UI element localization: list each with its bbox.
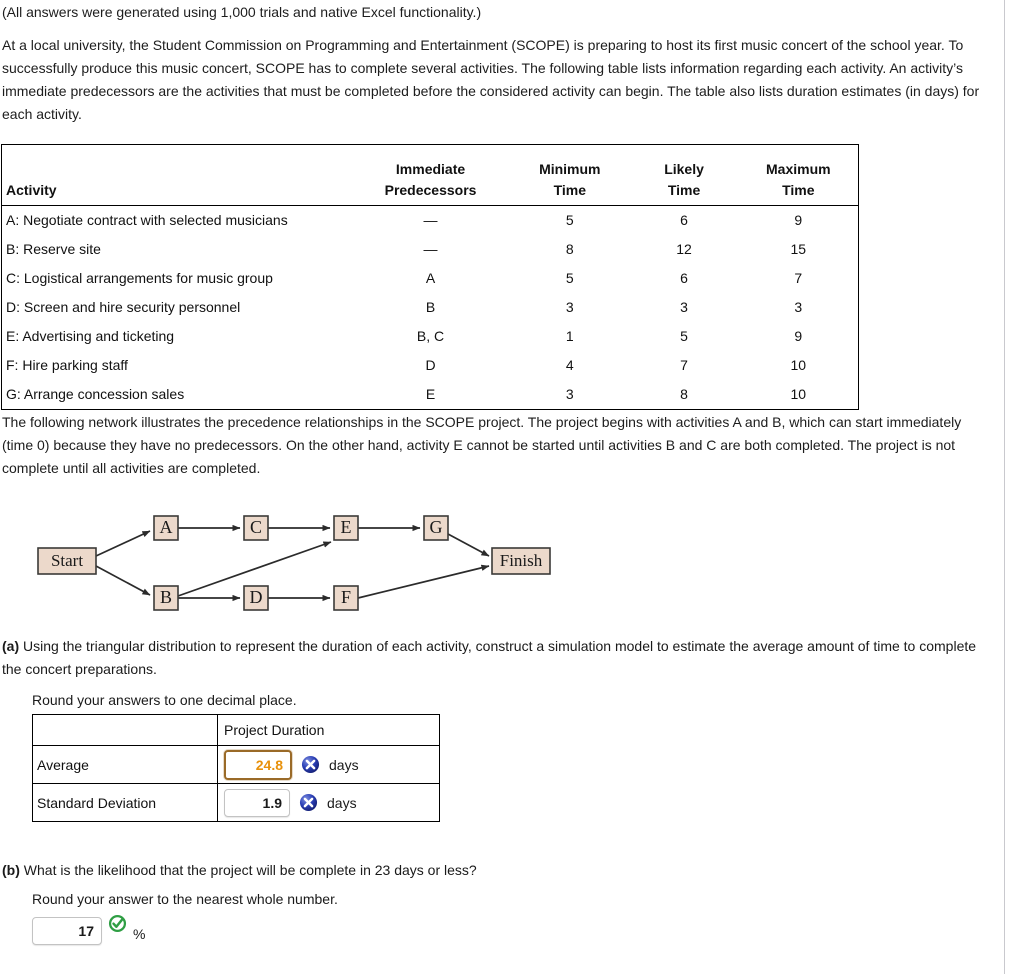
column-header-predecessors-line2: Predecessors: [384, 182, 477, 198]
answer-table-header-row: [33, 715, 440, 746]
node-start-label: Start: [50, 550, 84, 570]
cell-activity: A: Negotiate contract with selected musicians: [6, 212, 288, 228]
part-a-question: [2, 635, 994, 681]
column-header-activity: [2, 145, 351, 206]
activity-table-head: [2, 145, 859, 206]
content-column-rule: [1004, 0, 1005, 974]
part-a-label: (a): [2, 638, 20, 654]
cell-maximum: 10: [790, 386, 807, 402]
node-start: [38, 548, 96, 574]
column-header-minimum-line1: Minimum: [539, 161, 601, 177]
edge-f-finish: [358, 566, 489, 598]
cell-activity: B: Reserve site: [6, 241, 101, 257]
answer-row-unit-standard-deviation: days: [327, 794, 357, 811]
node-b-label: B: [159, 587, 173, 608]
node-g: [424, 516, 448, 540]
average-input[interactable]: [224, 750, 292, 780]
edge-g-finish: [448, 534, 489, 556]
cell-maximum: 9: [794, 212, 803, 228]
cell-minimum: 4: [565, 357, 574, 373]
cell-maximum: 10: [790, 357, 807, 373]
column-header-maximum-line2: Time: [782, 182, 815, 198]
column-header-minimum-time: [510, 145, 629, 206]
cell-activity: G: Arrange concession sales: [6, 386, 185, 402]
part-b-question: [2, 859, 994, 882]
part-b-unit: %: [133, 926, 146, 942]
column-header-likely-line2: Time: [667, 182, 701, 198]
column-header-predecessors-line1: Immediate: [395, 161, 466, 177]
cell-activity: C: Logistical arrangements for music group: [6, 270, 273, 286]
node-c: [244, 516, 268, 540]
node-e: [334, 516, 358, 540]
cell-predecessors: E: [425, 386, 436, 402]
column-header-minimum-line2: Time: [553, 182, 587, 198]
node-a-label: A: [159, 517, 173, 538]
standard-deviation-input[interactable]: [224, 789, 290, 817]
cell-likely: 8: [680, 386, 688, 402]
cell-activity: E: Advertising and ticketing: [6, 328, 175, 344]
cell-minimum: 3: [565, 299, 574, 315]
answer-table-column-header: Project Duration: [218, 715, 440, 746]
network-paragraph: The following network illustrates the precedence relationships in the SCOPE project. The project begins with activities A and B, which can start immediately (time 0) because they have no predecessors. On the other hand, activity E cannot be started until activities B and C are both completed. The project is not complete until all activities are completed.: [2, 414, 962, 476]
node-finish: [492, 548, 550, 574]
cell-activity: F: Hire parking staff: [6, 357, 128, 373]
node-d: [244, 586, 268, 610]
part-b-answer-row: [32, 917, 145, 945]
cell-likely: 12: [676, 241, 692, 257]
node-f: [334, 586, 358, 610]
cell-maximum: 15: [790, 241, 807, 257]
correct-icon: [108, 914, 127, 933]
cell-minimum: 8: [565, 241, 574, 257]
cell-minimum: 5: [565, 270, 574, 286]
table-row: [2, 293, 859, 322]
table-row: [33, 746, 440, 784]
node-a: [154, 516, 178, 540]
table-row: [2, 380, 859, 410]
table-row: [2, 351, 859, 380]
table-row: [33, 784, 440, 822]
column-header-predecessors: [351, 145, 510, 206]
cell-likely: 7: [680, 357, 688, 373]
cell-likely: 3: [680, 299, 688, 315]
intro-note: (All answers were generated using 1,000 trials and native Excel functionality.): [2, 4, 482, 20]
part-b-label: (b): [2, 862, 20, 878]
precedence-network-diagram: [30, 508, 570, 620]
column-header-maximum-line1: Maximum: [766, 161, 831, 177]
cell-predecessors: D: [425, 357, 436, 373]
edge-start-a: [96, 531, 150, 556]
table-row: [2, 206, 859, 236]
cell-activity: D: Screen and hire security personnel: [6, 299, 241, 315]
answer-row-label-standard-deviation: Standard Deviation: [33, 784, 218, 822]
cell-predecessors: —: [423, 241, 438, 257]
cell-maximum: 3: [794, 299, 803, 315]
activity-table-body: [2, 206, 859, 410]
cell-likely: 5: [680, 328, 688, 344]
part-b-rounding-note: Round your answer to the nearest whole number.: [32, 891, 338, 907]
answer-row-label-average: Average: [33, 746, 218, 784]
cell-maximum: 9: [794, 328, 803, 344]
table-row: [2, 235, 859, 264]
part-a-rounding-note: Round your answers to one decimal place.: [32, 692, 297, 708]
column-header-maximum-time: [739, 145, 859, 206]
cell-likely: 6: [680, 270, 688, 286]
cell-likely: 6: [680, 212, 688, 228]
answer-row-value-standard-deviation: [218, 784, 440, 822]
part-a-answer-table: [32, 714, 440, 822]
problem-paragraph: At a local university, the Student Commission on Programming and Entertainment (SCOPE) is preparing to host its first music concert of the school year. To successfully produce this music concert, SCOPE has to complete several activities. The following table lists information regarding each activity. An activity’s immediate predecessors are the activities that must be completed before the considered activity can begin. The table also lists duration estimates (in days) for each activity.: [2, 37, 980, 122]
cell-minimum: 5: [565, 212, 574, 228]
node-f-label: F: [340, 587, 352, 608]
answer-row-unit-average: days: [329, 756, 359, 773]
cell-predecessors: B, C: [416, 328, 445, 344]
cell-minimum: 1: [565, 328, 574, 344]
edge-start-b: [96, 566, 150, 595]
table-row: [2, 264, 859, 293]
column-header-likely-line1: Likely: [664, 161, 704, 177]
incorrect-icon: [301, 755, 320, 774]
answer-table-corner-header: [33, 715, 218, 746]
cell-predecessors: B: [425, 299, 436, 315]
likelihood-input[interactable]: [32, 917, 102, 945]
table-row: [2, 322, 859, 351]
column-header-likely-time: [629, 145, 738, 206]
activity-table: [1, 144, 859, 410]
part-b-question-text: What is the likelihood that the project will be complete in 23 days or less?: [23, 862, 477, 878]
cell-maximum: 7: [794, 270, 803, 286]
activity-table-header-row: [2, 145, 859, 206]
node-b: [154, 586, 178, 610]
incorrect-icon: [299, 793, 318, 812]
node-e-label: E: [340, 517, 352, 538]
cell-minimum: 3: [565, 386, 574, 402]
node-g-label: G: [429, 517, 443, 538]
part-a-question-text: Using the triangular distribution to represent the duration of each activity, construct a simulation model to estimate the average amount of time to complete the concert preparations.: [2, 638, 977, 677]
network-svg: [30, 508, 570, 620]
node-d-label: D: [249, 587, 263, 608]
answer-row-value-average: [218, 746, 440, 784]
column-header-activity-line2: Activity: [6, 182, 57, 198]
node-finish-label: Finish: [499, 550, 543, 570]
node-c-label: C: [249, 517, 263, 538]
cell-predecessors: A: [425, 270, 436, 286]
cell-predecessors: —: [423, 212, 438, 228]
